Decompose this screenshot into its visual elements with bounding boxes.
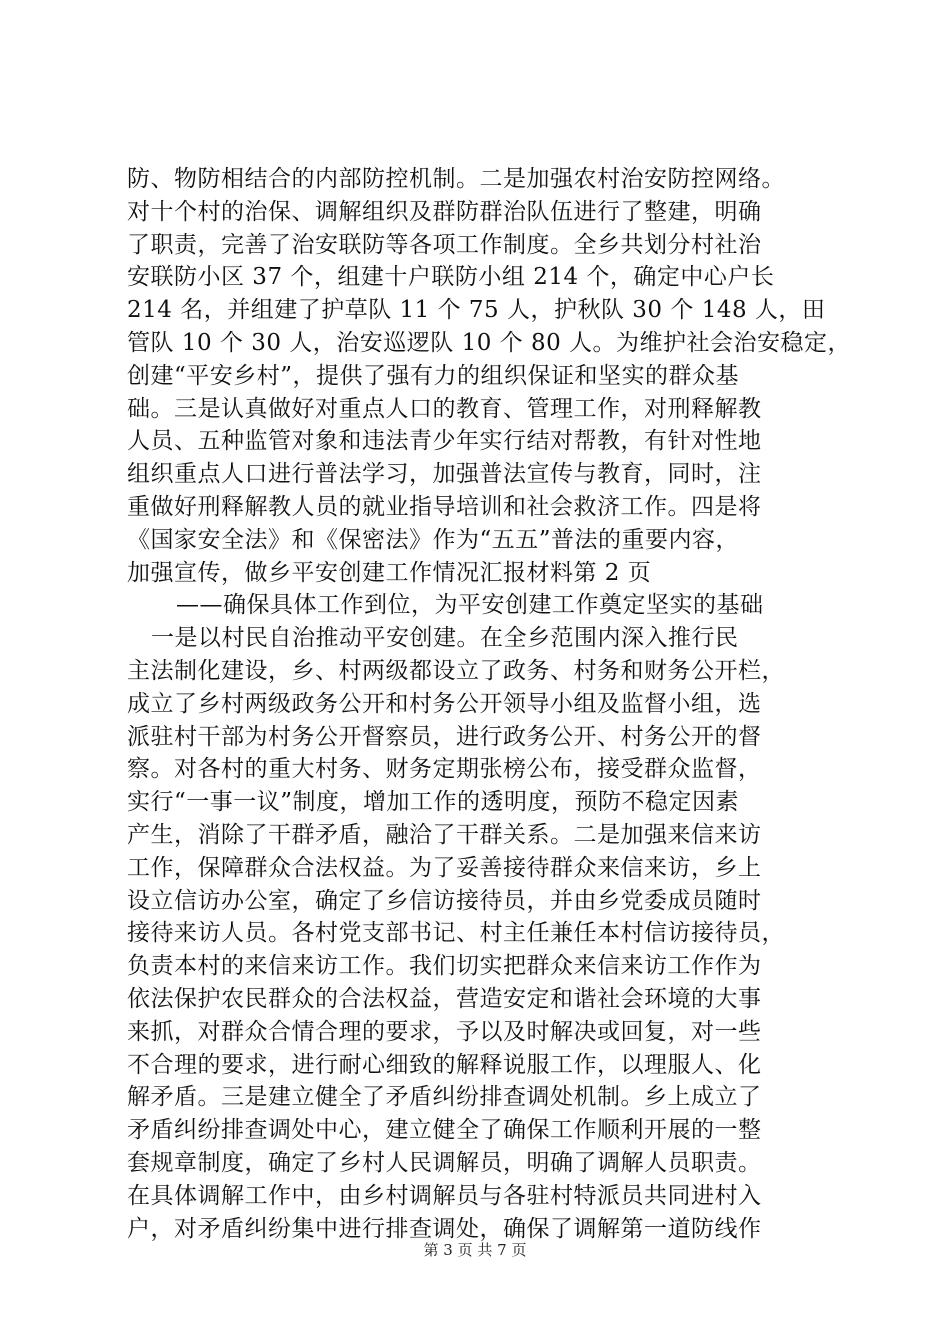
text-line: 来抓，对群众合情合理的要求，予以及时解决或回复，对一些	[127, 1018, 762, 1045]
text-line: 户，对矛盾纠纷集中进行排查调处，确保了调解第一道防线作	[127, 1215, 762, 1242]
text-line: 《国家安全法》和《保密法》作为“五五”普法的重要内容，	[127, 526, 740, 553]
text-line: 工作，保障群众合法权益。为了妥善接待群众来信来访，乡上	[127, 854, 762, 881]
text-line: 派驻村干部为村务公开督察员，进行政务公开、村务公开的督	[127, 723, 762, 750]
text-line: 人员、五种监管对象和违法青少年实行结对帮教，有针对性地	[127, 428, 762, 455]
text-line: 管队 10 个 30 人，治安巡逻队 10 个 80 人。为维护社会治安稳定，	[127, 329, 852, 356]
body-text	[127, 163, 852, 1245]
text-line: 础。三是认真做好对重点人口的教育、管理工作，对刑释解教	[127, 395, 762, 422]
text-line: 创建“平安乡村”，提供了强有力的组织保证和坚实的群众基	[127, 362, 740, 389]
text-line: 成立了乡村两级政务公开和村务公开领导小组及监督小组，选	[127, 690, 762, 717]
text-line: 矛盾纠纷排查调处中心，建立健全了确保工作顺利开展的一整	[127, 1117, 762, 1144]
text-line: 对十个村的治保、调解组织及群防群治队伍进行了整建，明确	[127, 198, 762, 225]
text-line: 在具体调解工作中，由乡村调解员与各驻村特派员共同进村入	[127, 1182, 762, 1209]
text-line: 加强宣传，做乡平安创建工作情况汇报材料第 2 页	[127, 559, 652, 586]
text-line: 解矛盾。三是建立健全了矛盾纠纷排查调处机制。乡上成立了	[127, 1084, 762, 1111]
text-line: 察。对各村的重大村务、财务定期张榜公布，接受群众监督，	[127, 756, 762, 783]
text-line: 一是以村民自治推动平安创建。在全乡范围内深入推行民	[151, 625, 739, 652]
section-heading: ——确保具体工作到位，为平安创建工作奠定坚实的基础	[176, 592, 764, 619]
text-line: 安联防小区 37 个，组建十户联防小组 214 个，确定中心户长	[127, 264, 775, 291]
page-number-footer: 第 3 页 共 7 页	[423, 1241, 527, 1259]
text-line: 套规章制度，确定了乡村人民调解员，明确了调解人员职责。	[127, 1149, 762, 1176]
text-line: 不合理的要求，进行耐心细致的解释说服工作，以理服人、化	[127, 1051, 762, 1078]
text-line: 实行“一事一议”制度，增加工作的透明度，预防不稳定因素	[127, 789, 740, 816]
text-line: 接待来访人员。各村党支部书记、村主任兼任本村信访接待员，	[127, 920, 785, 947]
text-line: 设立信访办公室，确定了乡信访接待员，并由乡党委成员随时	[127, 887, 762, 914]
text-line: 214 名，并组建了护草队 11 个 75 人，护秋队 30 个 148 人，田	[127, 297, 826, 324]
text-line: 负责本村的来信来访工作。我们切实把群众来信来访工作作为	[127, 953, 762, 980]
text-line: 产生，消除了干群矛盾，融洽了干群关系。二是加强来信来访	[127, 821, 762, 848]
text-line: 防、物防相结合的内部防控机制。二是加强农村治安防控网络。	[127, 166, 785, 192]
text-line: 了职责，完善了治安联防等各项工作制度。全乡共划分村社治	[127, 231, 762, 258]
text-line: 重做好刑释解教人员的就业指导培训和社会救济工作。四是将	[127, 493, 762, 520]
text-line: 依法保护农民群众的合法权益，营造安定和谐社会环境的大事	[127, 985, 762, 1012]
text-line: 主法制化建设，乡、村两级都设立了政务、村务和财务公开栏，	[127, 657, 785, 684]
text-line: 组织重点人口进行普法学习，加强普法宣传与教育，同时，注	[127, 461, 762, 488]
